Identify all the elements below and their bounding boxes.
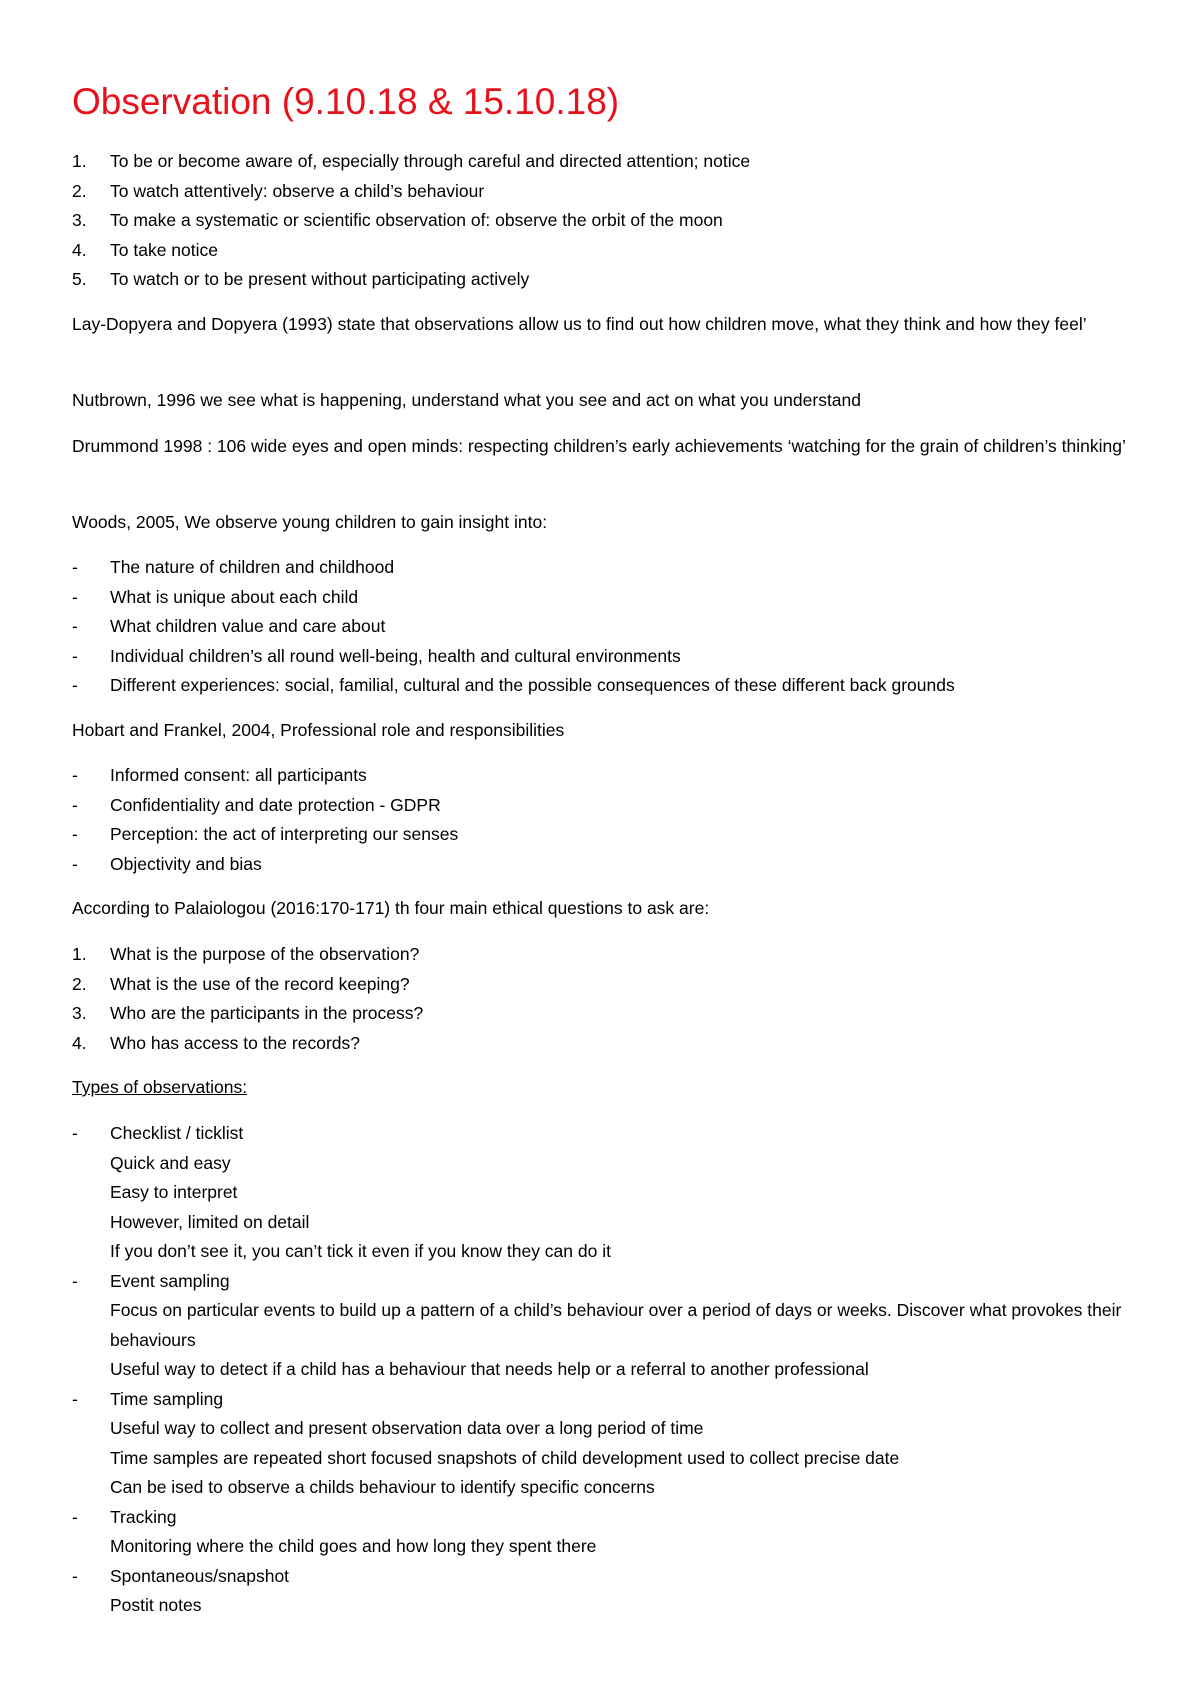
list-item [72, 612, 1142, 642]
definition-text: To be or become aware of, especially through careful and directed attention; notice [110, 151, 751, 171]
type-item [72, 1267, 1142, 1385]
question-text: What is the use of the record keeping? [110, 973, 410, 994]
item-text: What children value and care about [110, 616, 386, 636]
dash-bullet: - [72, 765, 78, 785]
list-item [72, 761, 1142, 791]
type-note: Focus on particular events to build up a pattern of a child’s behaviour over a period of days or weeks. Discover what provokes their behaviours [110, 1300, 1122, 1350]
quote-drummond: Drummond 1998 : 106 wide eyes and open minds: respecting children’s early achievements ‘watching for the grain of children’s thinking’ [72, 436, 1126, 456]
type-note: Postit notes [110, 1595, 202, 1615]
list-number: 4. [72, 239, 87, 260]
list-item [72, 791, 1142, 821]
type-note: Useful way to detect if a child has a behaviour that needs help or a referral to another professional [110, 1359, 869, 1379]
list-number: 3. [72, 210, 87, 230]
type-item [72, 1503, 1142, 1562]
type-note: If you don’t see it, you can’t tick it even if you know they can do it [110, 1241, 611, 1261]
list-number: 5. [72, 269, 87, 289]
page-title: Observation (9.10.18 & 15.10.18) [72, 81, 620, 122]
list-item [72, 583, 1142, 613]
dash-bullet: - [72, 557, 78, 577]
types-list [72, 1119, 1142, 1621]
type-note: Time samples are repeated short focused snapshots of child development used to collect precise date [110, 1447, 900, 1468]
dash-bullet: - [72, 586, 78, 607]
list-item [72, 553, 1142, 583]
type-note: Quick and easy [110, 1152, 231, 1173]
type-note: However, limited on detail [110, 1211, 310, 1232]
list-number: 2. [72, 180, 87, 201]
list-item [72, 970, 1142, 1000]
questions-list [72, 940, 1142, 1058]
item-text: Different experiences: social, familial, cultural and the possible consequences of these different back grounds [110, 675, 955, 695]
quote-nutbrown: Nutbrown, 1996 we see what is happening, understand what you see and act on what you understand [72, 390, 862, 410]
list-item [72, 671, 1142, 701]
list-item [72, 1029, 1142, 1059]
type-name: Tracking [110, 1506, 177, 1527]
question-text: Who are the participants in the process? [110, 1003, 424, 1023]
list-number: 1. [72, 151, 87, 171]
list-number: 4. [72, 1032, 87, 1053]
item-text: Confidentiality and date protection - GDPR [110, 794, 441, 815]
type-item [72, 1119, 1142, 1267]
item-text: Perception: the act of interpreting our senses [110, 824, 459, 844]
list-number: 3. [72, 1003, 87, 1023]
definitions-list [72, 147, 1142, 295]
type-item [72, 1562, 1142, 1621]
list-item [72, 850, 1142, 880]
definition-text: To take notice [110, 239, 218, 260]
question-text: What is the purpose of the observation? [110, 944, 420, 964]
types-heading: Types of observations: [72, 1077, 248, 1097]
list-item [72, 206, 1142, 236]
dash-bullet: - [72, 853, 78, 874]
type-name: Event sampling [110, 1270, 230, 1291]
type-name: Spontaneous/snapshot [110, 1565, 290, 1586]
definition-text: To watch attentively: observe a child’s behaviour [110, 180, 485, 201]
type-note: Useful way to collect and present observation data over a long period of time [110, 1418, 704, 1438]
list-item [72, 999, 1142, 1029]
hobart-heading: Hobart and Frankel, 2004, Professional role and responsibilities [72, 720, 565, 740]
woods-list [72, 553, 1142, 701]
dash-bullet: - [72, 1270, 78, 1291]
list-item [72, 236, 1142, 266]
dash-bullet: - [72, 794, 78, 815]
item-text: The nature of children and childhood [110, 557, 395, 577]
item-text: What is unique about each child [110, 586, 359, 607]
type-name: Time sampling [110, 1388, 224, 1409]
item-text: Individual children’s all round well-being, health and cultural environments [110, 645, 681, 666]
list-number: 2. [72, 973, 87, 994]
dash-bullet: - [72, 616, 78, 636]
type-note: Monitoring where the child goes and how long they spent there [110, 1536, 597, 1556]
list-item [72, 177, 1142, 207]
definition-text: To watch or to be present without participating actively [110, 269, 530, 289]
palaiologou-heading: According to Palaiologou (2016:170-171) th four main ethical questions to ask are: [72, 898, 710, 918]
list-item [72, 820, 1142, 850]
dash-bullet: - [72, 675, 78, 695]
hobart-list [72, 761, 1142, 879]
dash-bullet: - [72, 824, 78, 844]
definition-text: To make a systematic or scientific observation of: observe the orbit of the moon [110, 210, 723, 230]
dash-bullet: - [72, 1388, 78, 1409]
quote-woods: Woods, 2005, We observe young children to gain insight into: [72, 512, 548, 532]
list-item [72, 147, 1142, 177]
question-text: Who has access to the records? [110, 1032, 360, 1053]
dash-bullet: - [72, 1565, 78, 1586]
quote-lay-dopyera: Lay-Dopyera and Dopyera (1993) state that observations allow us to find out how children move, what they think and how they feel’ [72, 314, 1087, 334]
dash-bullet: - [72, 1123, 78, 1143]
dash-bullet: - [72, 1506, 78, 1527]
list-number: 1. [72, 944, 87, 964]
type-note: Can be ised to observe a childs behaviour to identify specific concerns [110, 1477, 655, 1497]
list-item [72, 642, 1142, 672]
item-text: Informed consent: all participants [110, 765, 367, 785]
list-item [72, 265, 1142, 295]
type-note: Easy to interpret [110, 1182, 238, 1202]
list-item [72, 940, 1142, 970]
type-item [72, 1385, 1142, 1503]
dash-bullet: - [72, 645, 78, 666]
item-text: Objectivity and bias [110, 853, 262, 874]
type-name: Checklist / ticklist [110, 1123, 244, 1143]
